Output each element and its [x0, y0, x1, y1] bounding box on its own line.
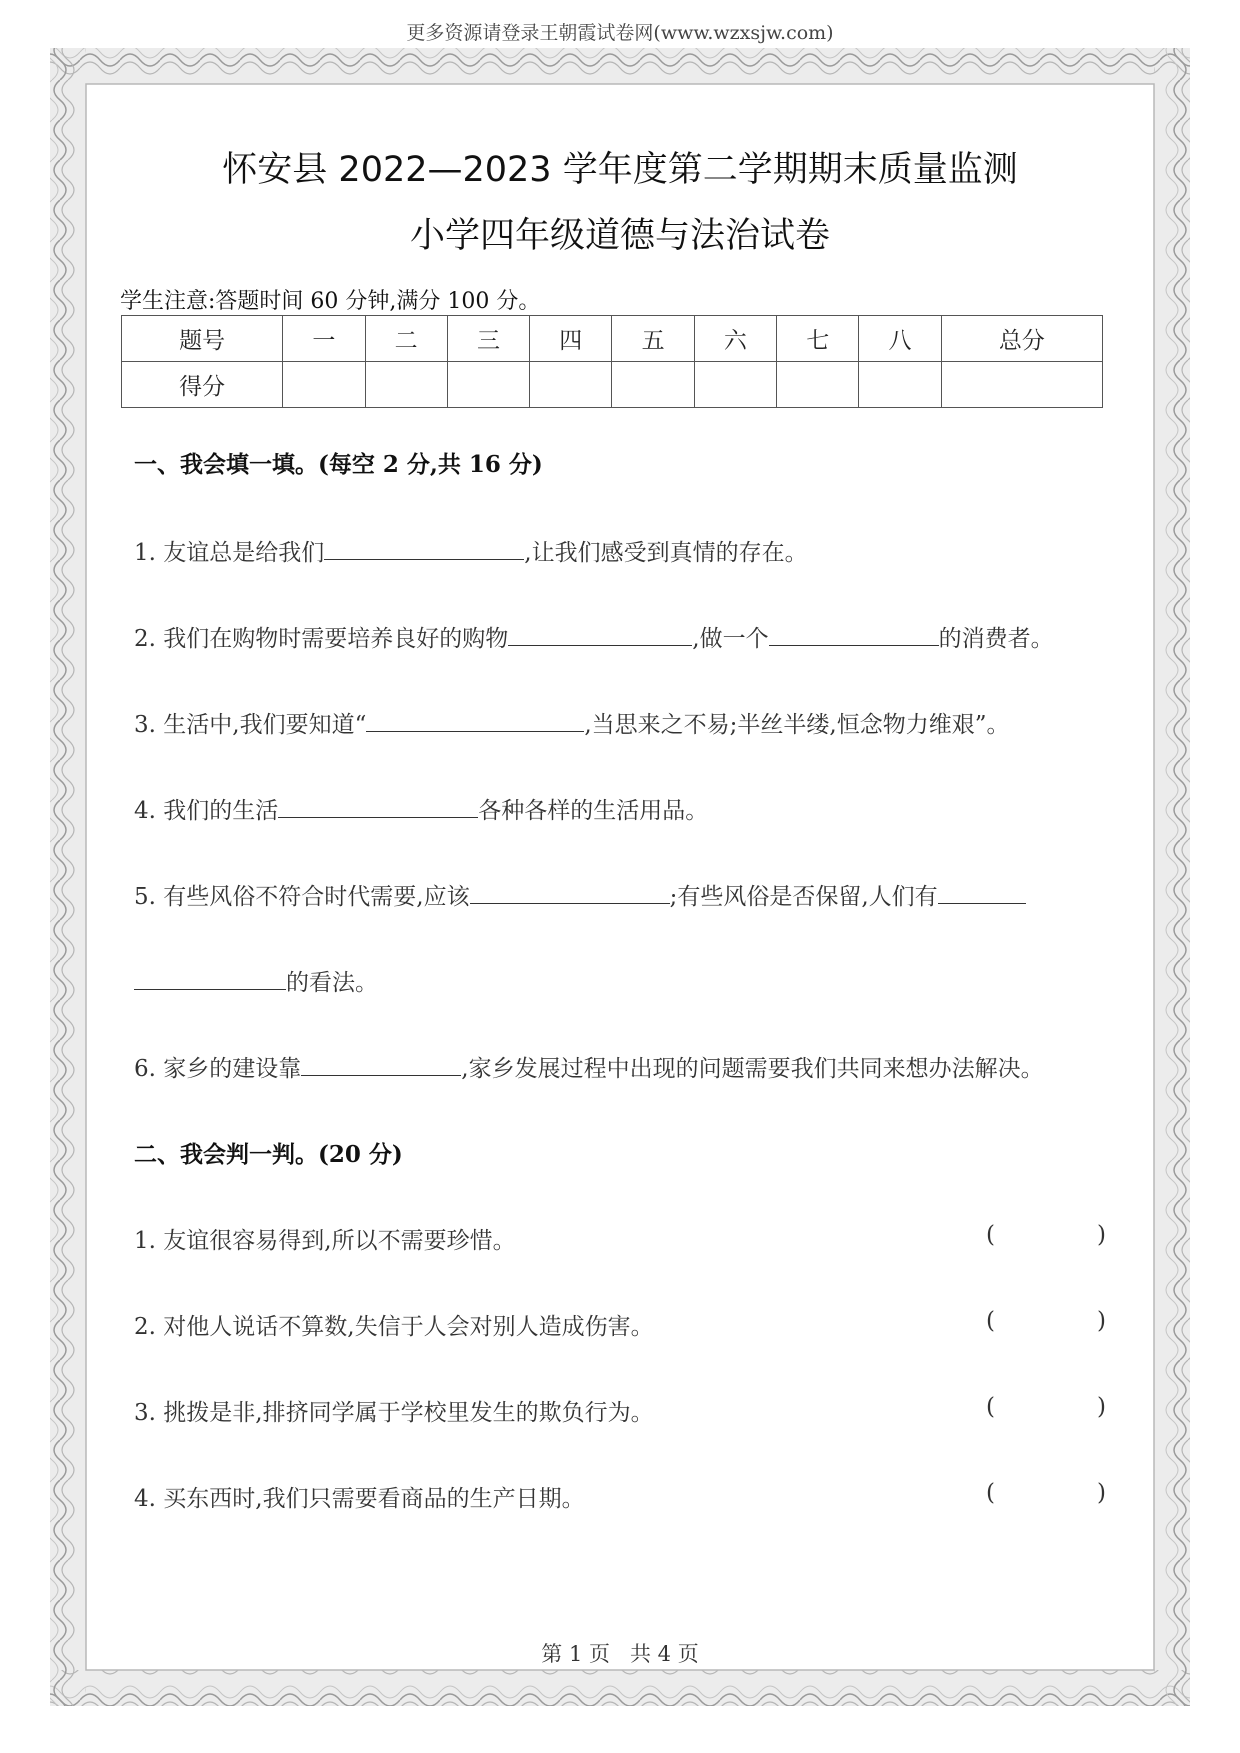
score-table — [121, 315, 1103, 408]
answer-parentheses[interactable] — [986, 1308, 1106, 1334]
question — [134, 878, 1026, 911]
question-text: 的消费者。 — [938, 626, 1054, 652]
score-entry-cell[interactable] — [694, 362, 776, 408]
answer-blank[interactable] — [301, 1053, 461, 1076]
paren-close: ) — [1097, 1480, 1106, 1506]
score-entry-cell[interactable] — [447, 362, 529, 408]
question-text: 5. 有些风俗不符合时代需要,应该 — [134, 884, 470, 910]
question — [134, 1050, 1044, 1083]
paren-close: ) — [1097, 1394, 1106, 1420]
table-cell: 八 — [859, 316, 941, 362]
page-footer: 第 1 页 共 4 页 — [541, 1642, 699, 1666]
paren-close: ) — [1097, 1308, 1106, 1334]
header-note: 更多资源请登录王朝霞试卷网(www.wzxsjw.com) — [406, 22, 834, 44]
table-cell: 四 — [530, 316, 612, 362]
answer-blank[interactable] — [324, 537, 524, 560]
paren-open: ( — [986, 1480, 995, 1506]
question-text: ,做一个 — [692, 626, 769, 652]
section-title: 二、我会判一判。(20 分) — [134, 1141, 403, 1168]
answer-parentheses[interactable] — [986, 1394, 1106, 1420]
paren-open: ( — [986, 1308, 995, 1334]
question-text: 的看法。 — [286, 970, 378, 996]
question-text: ,让我们感受到真情的存在。 — [524, 540, 808, 566]
question-text: 6. 家乡的建设靠 — [134, 1056, 302, 1082]
page-title: 怀安县 2022—2023 学年度第二学期期末质量监测 — [222, 150, 1018, 190]
question-text: 3. 生活中,我们要知道“ — [134, 712, 367, 738]
question — [134, 620, 1054, 653]
judge-item: 4. 买东西时,我们只需要看商品的生产日期。 — [134, 1486, 585, 1512]
question-text: 1. 友谊总是给我们 — [134, 540, 325, 566]
question — [134, 706, 1009, 739]
table-cell: 七 — [777, 316, 859, 362]
answer-blank[interactable] — [508, 623, 692, 646]
score-entry-cell[interactable] — [612, 362, 694, 408]
judge-item: 2. 对他人说话不算数,失信于人会对别人造成伤害。 — [134, 1314, 654, 1340]
section-title: 一、我会填一填。(每空 2 分,共 16 分) — [134, 451, 543, 478]
score-entry-cell[interactable] — [283, 362, 365, 408]
answer-blank[interactable] — [278, 795, 478, 818]
answer-blank[interactable] — [366, 709, 584, 732]
answer-parentheses[interactable] — [986, 1222, 1106, 1248]
question-text: ,当思来之不易;半丝半缕,恒念物力维艰”。 — [584, 712, 1010, 738]
question-text: ;有些风俗是否保留,人们有 — [669, 884, 938, 910]
question-continued — [134, 964, 378, 997]
score-entry-cell[interactable] — [530, 362, 612, 408]
table-cell: 二 — [365, 316, 447, 362]
table-cell: 得分 — [122, 362, 283, 408]
page-subtitle: 小学四年级道德与法治试卷 — [409, 216, 830, 256]
table-cell: 一 — [283, 316, 365, 362]
question — [134, 534, 808, 567]
answer-blank[interactable] — [134, 967, 286, 990]
score-entry-cell[interactable] — [777, 362, 859, 408]
table-cell: 总分 — [941, 316, 1102, 362]
table-cell: 题号 — [122, 316, 283, 362]
answer-parentheses[interactable] — [986, 1480, 1106, 1506]
score-entry-cell[interactable] — [941, 362, 1102, 408]
score-entry-cell[interactable] — [365, 362, 447, 408]
judge-item: 3. 挑拨是非,排挤同学属于学校里发生的欺负行为。 — [134, 1400, 654, 1426]
table-cell: 五 — [612, 316, 694, 362]
student-notice: 学生注意:答题时间 60 分钟,满分 100 分。 — [120, 289, 541, 314]
question-text: 4. 我们的生活 — [134, 798, 279, 824]
score-table-score-row — [122, 362, 1103, 408]
answer-blank[interactable] — [470, 881, 670, 904]
question — [134, 792, 708, 825]
question-text: ,家乡发展过程中出现的问题需要我们共同来想办法解决。 — [461, 1056, 1044, 1082]
judge-item: 1. 友谊很容易得到,所以不需要珍惜。 — [134, 1228, 516, 1254]
paren-open: ( — [986, 1222, 995, 1248]
paren-close: ) — [1097, 1222, 1106, 1248]
table-cell: 三 — [447, 316, 529, 362]
paren-open: ( — [986, 1394, 995, 1420]
answer-blank[interactable] — [769, 623, 939, 646]
score-table-header-row — [122, 316, 1103, 362]
score-entry-cell[interactable] — [859, 362, 941, 408]
table-cell: 六 — [694, 316, 776, 362]
question-text: 2. 我们在购物时需要培养良好的购物 — [134, 626, 509, 652]
question-text: 各种各样的生活用品。 — [478, 798, 709, 824]
answer-blank[interactable] — [938, 881, 1026, 904]
